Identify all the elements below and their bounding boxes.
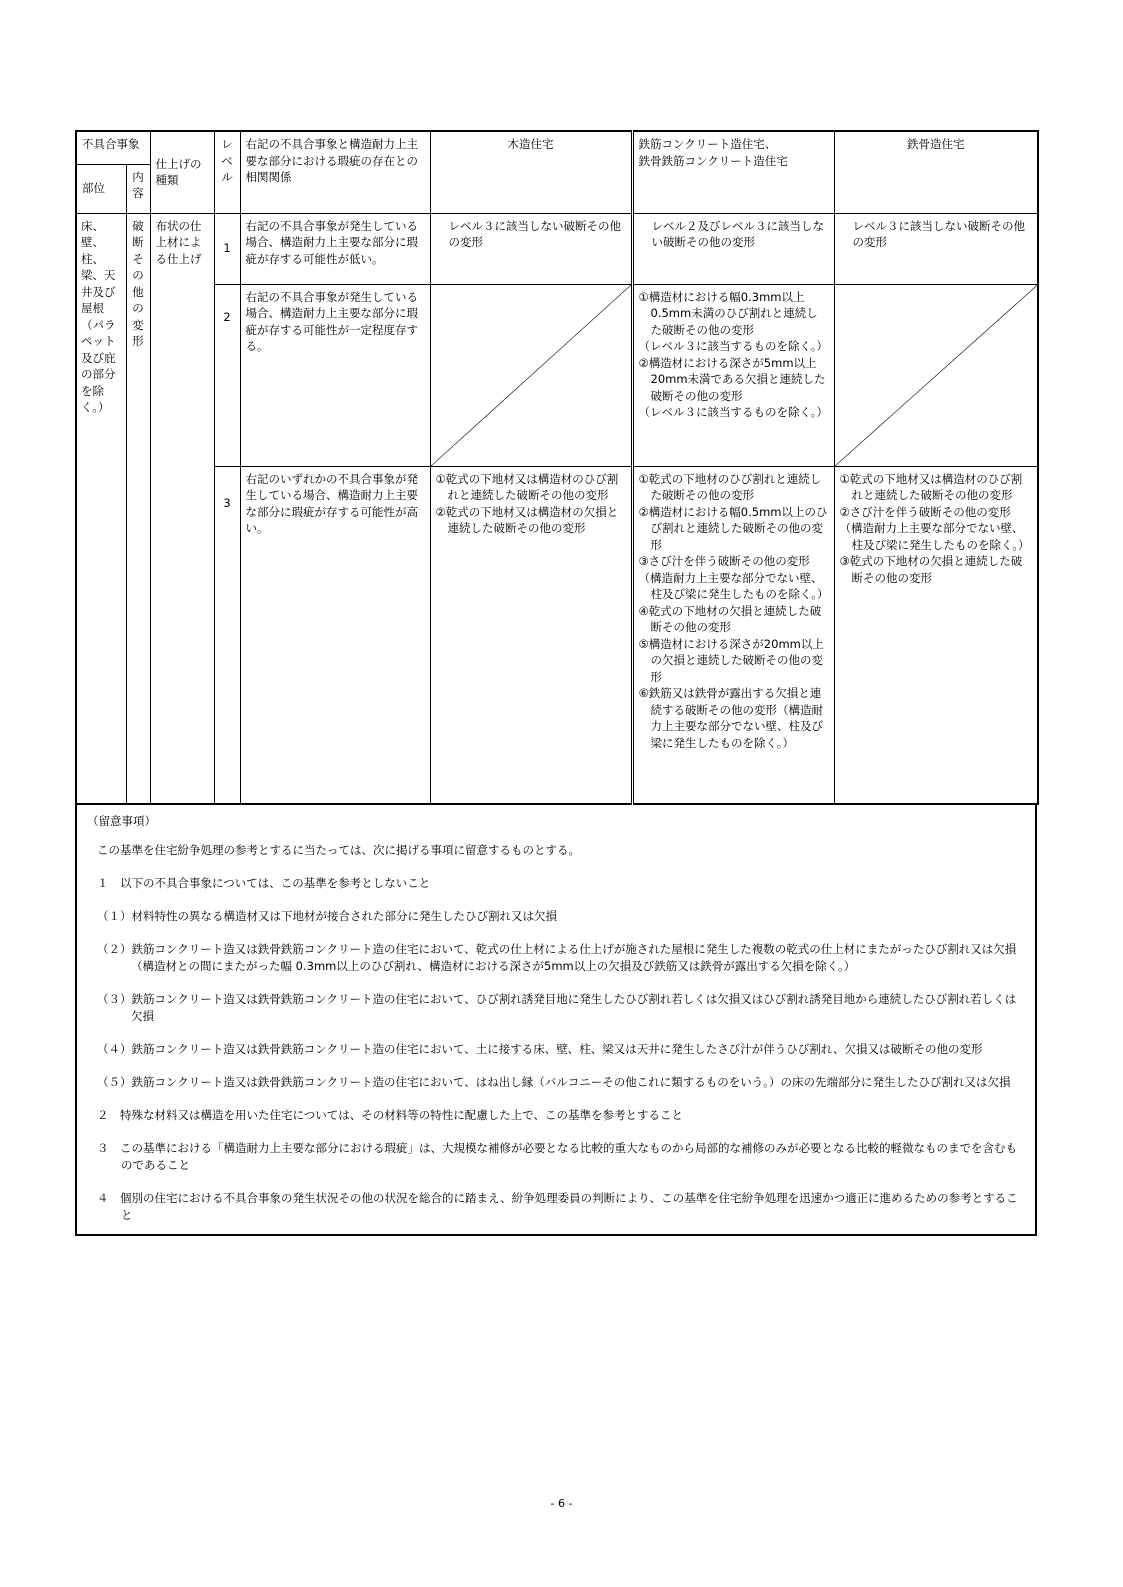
header-rc-line2: 鉄骨鉄筋コンクリート造住宅	[638, 153, 788, 168]
page-number: - 6 -	[550, 1497, 573, 1510]
level-3-steel	[834, 466, 1038, 804]
level-3-rc-item: ④乾式の下地材の欠損と連続した破断その他の変形	[638, 603, 822, 634]
level-2-rc	[632, 284, 834, 466]
level-3-wood	[430, 466, 632, 804]
notes-sub-1: （１）材料特性の異なる構造材又は下地材が接合された部分に発生したひび割れ又は欠損	[97, 909, 557, 923]
level-3-rc-item: （構造耐力上主要な部分でない壁、柱及び梁に発生したものを除く。）	[638, 570, 829, 601]
header-part: 部位	[76, 164, 126, 213]
level-3-rc-item: ③さび汁を伴う破断その他の変形	[638, 554, 810, 568]
header-finish-type: 仕上げの種類	[150, 131, 214, 213]
header-level: レベル	[214, 131, 240, 213]
notes-title: （留意事項）	[87, 814, 156, 828]
level-1-correlation: 右記の不具合事象が発生している場合、構造耐力上主要な部分に瑕疵が存する可能性が低い。	[240, 213, 430, 284]
header-steel: 鉄骨造住宅	[834, 131, 1038, 213]
level-3-rc-item: ⑥鉄筋又は鉄骨が露出する欠損と連続する破断その他の変形（構造耐力上主要な部分でない壁、柱及び梁に発生したものを除く。）	[638, 686, 823, 750]
header-rc-line1: 鉄筋コンクリート造住宅、	[638, 137, 777, 151]
level-3-correlation: 右記のいずれかの不具合事象が発生している場合、構造耐力上主要な部分に瑕疵が存する可能性が高い。	[240, 466, 430, 804]
document-page	[75, 130, 1037, 1236]
body-finish-type: 布状の仕上材による仕上げ	[150, 213, 214, 804]
level-3-wood-item: ②乾式の下地材又は構造材の欠損と連続した破断その他の変形	[435, 504, 619, 535]
notes-item-1: １ 以下の不具合事象については、この基準を参考としないこと	[97, 876, 431, 890]
diagonal-slash-icon	[431, 285, 631, 466]
level-2-rc-item: ②構造材における深さが5mm以上20mm未満である欠損と連続した破断その他の変形	[638, 355, 826, 403]
criteria-table	[75, 130, 1039, 805]
header-correlation: 右記の不具合事象と構造耐力上主要な部分における瑕疵の存在との相関関係	[240, 131, 430, 213]
level-2-correlation: 右記の不具合事象が発生している場合、構造耐力上主要な部分に瑕疵が存する可能性が一定程度存する。	[240, 284, 430, 466]
notes-intro: この基準を住宅紛争処理の参考とするに当たっては、次に掲げる事項に留意するものとする。	[97, 843, 580, 857]
level-3-wood-item: ①乾式の下地材又は構造材のひび割れと連続した破断その他の変形	[435, 471, 619, 502]
level-3-steel-item: （構造耐力上主要な部分でない壁、柱及び梁に発生したものを除く。）	[839, 521, 1030, 552]
level-3-steel-item: ①乾式の下地材又は構造材のひび割れと連続した破断その他の変形	[839, 471, 1023, 502]
level-2-steel-na	[834, 284, 1038, 466]
notes-section	[75, 805, 1037, 1236]
diagonal-slash-icon	[835, 285, 1038, 466]
level-1-rc: レベル２及びレベル３に該当しない破断その他の変形	[632, 213, 834, 284]
level-2-rc-item: ①構造材における幅0.3mm以上0.5mm未満のひび割れと連続した破断その他の変形	[638, 289, 818, 337]
header-rc	[632, 131, 834, 213]
notes-sub-4: （４）鉄筋コンクリート造又は鉄骨鉄筋コンクリート造の住宅において、土に接する床、壁、柱、梁又は天井に発生したさび汁が伴うひび割れ、欠損又は破断その他の変形	[97, 1042, 983, 1056]
notes-item-2: ２ 特殊な材料又は構造を用いた住宅については、その材料等の特性に配慮した上で、この基準を参考とすること	[97, 1108, 684, 1122]
level-3: 3	[214, 466, 240, 804]
body-part: 床、壁、柱、梁、天井及び屋根（パラペット及び庇の部分を除く。）	[76, 213, 126, 804]
notes-sub-5: （５）鉄筋コンクリート造又は鉄骨鉄筋コンクリート造の住宅において、はね出し縁（バルコニーその他これに類するものをいう。）の床の先端部分に発生したひび割れ又は欠損	[97, 1075, 1011, 1089]
level-2-rc-item: （レベル３に該当するものを除く。）	[638, 405, 829, 419]
level-1-wood: レベル３に該当しない破断その他の変形	[430, 213, 632, 284]
level-1: 1	[214, 213, 240, 284]
level-3-rc-item: ①乾式の下地材のひび割れと連続した破断その他の変形	[638, 471, 822, 502]
level-3-rc-item: ②構造材における幅0.5mm以上のひび割れと連続した破断その他の変形	[638, 504, 828, 552]
level-2: 2	[214, 284, 240, 466]
level-3-steel-item: ②さび汁を伴う破断その他の変形	[839, 504, 1011, 519]
header-defect-event: 不具合事象	[76, 131, 150, 164]
level-2-rc-item: （レベル３に該当するものを除く。）	[638, 339, 829, 353]
header-content: 内容	[126, 164, 150, 213]
notes-sub-3: （３）鉄筋コンクリート造又は鉄骨鉄筋コンクリート造の住宅において、ひび割れ誘発目地に発生したひび割れ若しくは欠損又はひび割れ誘発目地から連続したひび割れ若しくは欠損	[97, 992, 1017, 1023]
header-wood: 木造住宅	[430, 131, 632, 213]
level-3-rc	[632, 466, 834, 804]
notes-item-3: ３ この基準における「構造耐力上主要な部分における瑕疵」は、大規模な補修が必要となる比較的重大なものから局部的な補修のみが必要となる比較的軽微なものまでを含むものであること	[97, 1141, 1017, 1172]
level-3-rc-item: ⑤構造材における深さが20mm以上の欠損と連続した破断その他の変形	[638, 636, 824, 684]
level-2-wood-na	[430, 284, 632, 466]
level-1-steel: レベル３に該当しない破断その他の変形	[834, 213, 1038, 284]
level-3-steel-item: ③乾式の下地材の欠損と連続した破断その他の変形	[839, 554, 1023, 585]
notes-sub-2: （２）鉄筋コンクリート造又は鉄骨鉄筋コンクリート造の住宅において、乾式の仕上材による仕上げが施された屋根に発生した複数の乾式の仕上材にまたがったひび割れ又は欠損（構造材との間にまたがった幅 0.3mm以上のひび割れ、構造材における深さが5mm以上の欠損及び鉄筋又は鉄骨が露出する欠損を除く。）	[97, 942, 1017, 973]
notes-item-4: ４ 個別の住宅における不具合事象の発生状況その他の状況を総合的に踏まえ、紛争処理委員の判断により、この基準を住宅紛争処理を迅速かつ適正に進めるための参考とすること	[97, 1191, 1018, 1222]
body-content: 破断その他の変形	[126, 213, 150, 804]
